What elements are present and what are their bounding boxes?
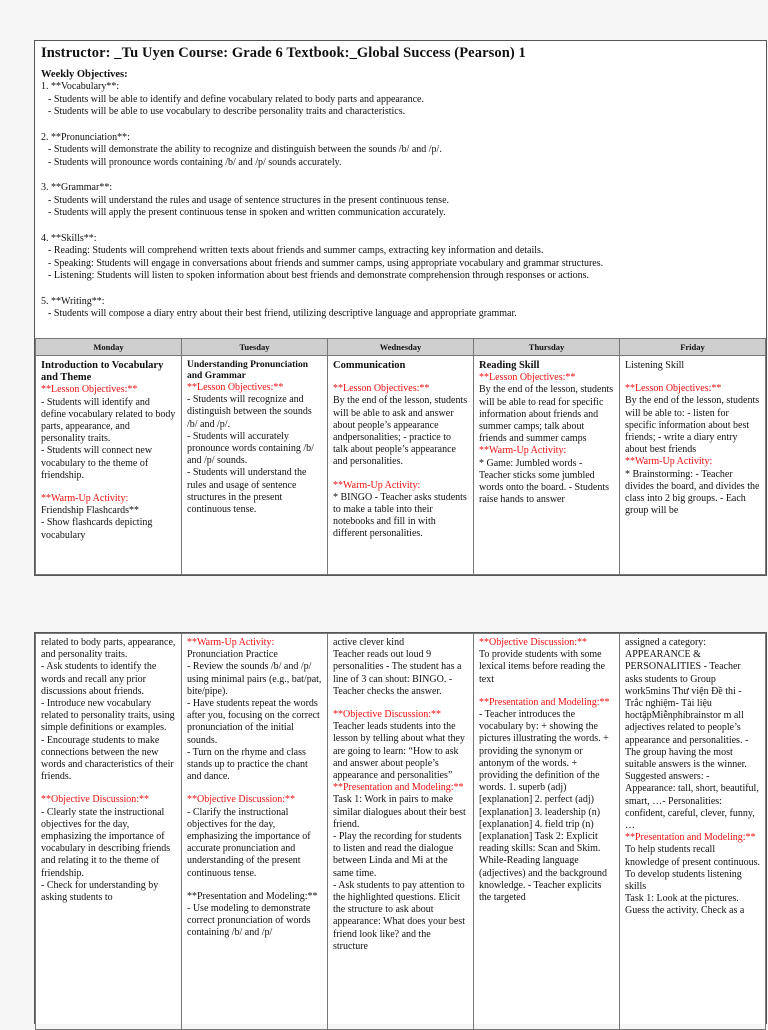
spacer: [333, 372, 468, 383]
spacer: [187, 880, 322, 891]
cell-text: - Students will identify and define vocabulary related to body parts, appearance, and personality traits.: [41, 396, 176, 445]
cell-text: To provide students with some lexical items before reading the text: [479, 649, 606, 685]
spacer: [41, 783, 176, 794]
spacer: [333, 698, 468, 709]
cell-text: Listening Skill: [625, 360, 685, 371]
cell-text: Task 1: Work in pairs to make similar dialogues about their best friend.: [333, 794, 466, 830]
objective-block: [41, 81, 760, 119]
section-heading: **Lesson Objectives:**: [479, 372, 576, 384]
cell-text: - Review the sounds /b/ and /p/ using minimal pairs (e.g., bat/pat, bite/pipe).: [187, 661, 322, 697]
cell-text: assigned a category: APPEARANCE & PERSONALITIES - Teacher asks students to Group work5mins Thư viện Đề thi - Trắc nghiệm- Tài liệu hoctậpMiễnphíbrainstor m all adjectives related to people’s appearance and personalities. - The group having the most suitable answers is the winner. Suggested answers: - Appearance: tall, short, beautiful, smart, …- Personalities: confident, careful, clever, funny, …: [625, 637, 759, 832]
schedule-cell-thursday: [474, 634, 620, 1030]
day-header-tuesday: Tuesday: [182, 339, 328, 356]
section-heading: **Warm-Up Activity:: [41, 493, 129, 505]
cell-text: - Show flashcards depicting vocabulary: [41, 517, 153, 541]
schedule-cell-monday: [36, 356, 182, 575]
schedule-cell-monday: [36, 634, 182, 1030]
objective-heading: 4. **Skills**:: [41, 232, 97, 244]
cell-text: By the end of the lesson, students will be able to read for specific information about friends and summer camps; talk about friends and summer camps: [479, 384, 614, 445]
cell-text: - Play the recording for students to listen and read the dialogue between Linda and Mi at the same time.: [333, 831, 462, 879]
day-header-friday: Friday: [620, 339, 766, 356]
weekly-schedule-table: [35, 338, 766, 575]
lesson-plan-header: [35, 41, 766, 321]
objective-block: [41, 182, 760, 220]
objective-heading: 2. **Pronunciation**:: [41, 131, 130, 143]
section-heading: **Warm-Up Activity:: [625, 456, 713, 468]
section-heading: **Lesson Objectives:**: [41, 384, 138, 396]
cell-text: - Teacher introduces the vocabulary by: + showing the pictures illustrating the words. + providing the synonym or antonym of the words. + providing the definition of the words. 1. superb (adj) [explanation] 2. perfect (adj) [explanation] 3. leadership (n) [explanation] 4. field trip (n) [explanation] Task 2: Explicit reading skills: Scan and Skim. While-Reading language (adjectives) and the background knowledge. - Teacher explicits the targeted: [479, 709, 609, 904]
schedule-cell-friday: [620, 634, 766, 1030]
cell-text: Task 1: Look at the pictures. Guess the activity. Check as a: [625, 893, 745, 917]
objective-heading: 1. **Vocabulary**:: [41, 81, 120, 92]
day-header-wednesday: Wednesday: [328, 339, 474, 356]
day-header-row: [36, 339, 766, 356]
section-heading: **Lesson Objectives:**: [625, 383, 722, 395]
weekly-objectives-list: [41, 81, 760, 321]
objective-heading: 3. **Grammar**:: [41, 182, 113, 193]
cell-text: * Brainstorming: - Teacher divides the board, and divides the class into 2 big groups. - Each group will be: [625, 468, 760, 517]
cell-text: - Clearly state the instructional objectives for the day, emphasizing the importance of vocabulary in describing friends and relating it to the theme of friendship.: [41, 806, 171, 879]
weekly-schedule-table-continued: [35, 633, 766, 1030]
objective-heading: 5. **Writing**:: [41, 295, 105, 307]
schedule-cell-wednesday: [328, 634, 474, 1030]
cell-text: - Clarify the instructional objectives for the day, emphasizing the importance of accurate pronunciation and understanding of the present continuous tense.: [187, 806, 311, 879]
cell-text: Pronunciation Practice: [187, 649, 278, 661]
cell-text: * BINGO - Teacher asks students to make a table into their notebooks and fill in with different personalities.: [333, 491, 467, 540]
cell-text: By the end of the lesson, students will be able to: - listen for specific information about best friends; - write a diary entry about best friends: [625, 395, 760, 456]
schedule-cell-friday: [620, 356, 766, 575]
schedule-cell-thursday: [474, 356, 620, 575]
schedule-cell-tuesday: [182, 356, 328, 575]
section-heading: **Objective Discussion:**: [333, 709, 442, 721]
section-heading: **Objective Discussion:**: [479, 637, 588, 648]
schedule-cell-wednesday: [328, 356, 474, 575]
section-heading: **Lesson Objectives:**: [187, 382, 284, 393]
day-header-monday: Monday: [36, 339, 182, 356]
cell-text: **Presentation and Modeling:**: [187, 890, 318, 902]
schedule-cell-tuesday: [182, 634, 328, 1030]
objective-line: - Students will compose a diary entry about their best friend, utilizing descriptive language and appropriate grammar.: [48, 308, 517, 319]
section-heading: **Warm-Up Activity:: [187, 637, 275, 648]
lesson-title: Introduction to Vocabulary and Theme: [41, 360, 164, 384]
lesson-title: Communication: [333, 360, 406, 371]
cell-text: To help students recall knowledge of present continuous.: [625, 844, 760, 868]
section-heading: **Presentation and Modeling:**: [333, 782, 464, 794]
cell-text: To develop students listening skills: [625, 868, 742, 893]
cell-text: - Introduce new vocabulary related to personality traits, using simple definitions or examples.: [41, 698, 175, 734]
objective-line: - Listening: Students will listen to spoken information about best friends and demonstrate comprehension through responses or actions.: [48, 270, 590, 281]
cell-text: - Students will understand the rules and usage of sentence structures in the present continuous tense.: [187, 467, 307, 516]
weekly-objectives-label: Weekly Objectives:: [41, 69, 128, 80]
cell-text: - Students will accurately pronounce words containing /b/ and /p/ sounds.: [187, 430, 314, 467]
objective-line: - Students will understand the rules and usage of sentence structures in the present continuous tense.: [48, 194, 450, 206]
spacer: [187, 783, 322, 794]
spacer: [479, 686, 614, 697]
objective-line: - Speaking: Students will engage in conversations about friends and summer camps, using appropriate vocabulary and grammar structures.: [48, 257, 604, 269]
section-heading: **Presentation and Modeling:**: [625, 832, 756, 844]
lesson-title: Reading Skill: [479, 360, 540, 371]
cell-text: - Ask students to identify the words and recall any prior discussions about friends.: [41, 661, 157, 697]
section-heading: **Objective Discussion:**: [41, 794, 150, 806]
cell-text: - Turn on the rhyme and class stands up to practice the chant and dance.: [187, 746, 308, 783]
cell-text: - Check for understanding by asking students to: [41, 879, 159, 904]
objective-line: - Students will pronounce words containing /b/ and /p/ sounds accurately.: [48, 156, 342, 168]
lesson-title: Understanding Pronunciation and Grammar: [187, 360, 308, 381]
section-heading: **Warm-Up Activity:: [479, 445, 567, 457]
day-header-thursday: Thursday: [474, 339, 620, 356]
objective-block: [41, 233, 760, 283]
section-heading: **Warm-Up Activity:: [333, 479, 421, 491]
schedule-row: [36, 634, 766, 1030]
objective-block: [41, 132, 760, 170]
cell-text: - Use modeling to demonstrate correct pronunciation of words containing /b/ and /p/: [187, 903, 311, 939]
cell-text: - Students will connect new vocabulary to the theme of friendship.: [41, 445, 153, 481]
objective-line: - Students will demonstrate the ability to recognize and distinguish between the sounds /b/ and /p/.: [48, 144, 442, 155]
document-page-1: [34, 40, 767, 576]
cell-text: Teacher reads out loud 9 personalities - The student has a line of 3 can shout: BINGO. - Teacher checks the answer.: [333, 649, 462, 697]
spacer: [333, 469, 468, 480]
section-heading: **Objective Discussion:**: [187, 794, 296, 806]
schedule-row: [36, 356, 766, 575]
objective-line: - Reading: Students will comprehend written texts about friends and summer camps, extracting key information and details.: [48, 245, 544, 256]
cell-text: active clever kind: [333, 637, 405, 648]
objective-line: - Students will be able to identify and define vocabulary related to body parts and appearance.: [48, 93, 424, 105]
objective-block: [41, 296, 760, 321]
cell-text: By the end of the lesson, students will be able to ask and answer about people’s appearance andpersonalities; - practice to talk about people’s appearance and personalities.: [333, 395, 468, 468]
cell-text: Friendship Flashcards**: [41, 505, 140, 517]
cell-text: - Students will recognize and distinguish between the sounds /b/ and /p/.: [187, 394, 312, 430]
section-heading: **Presentation and Modeling:**: [479, 696, 610, 708]
cell-text: related to body parts, appearance, and personality traits.: [41, 637, 176, 661]
objective-line: - Students will apply the present continuous tense in spoken and written communication accurately.: [48, 207, 446, 218]
cell-text: * Game: Jumbled words - Teacher sticks some jumbled words onto the board. - Students raise hands to answer: [479, 457, 609, 506]
document-page-2: [34, 632, 767, 1024]
spacer: [41, 482, 176, 493]
objective-line: - Students will be able to use vocabulary to describe personality traits and characteristics.: [48, 106, 406, 117]
cell-text: - Have students repeat the words after you, focusing on the correct pronunciation of the initial sounds.: [187, 698, 320, 746]
cell-text: Teacher leads students into the lesson by telling about what they are going to learn: “How to ask and answer about people’s appearance and personalities”: [333, 721, 465, 782]
cell-text: - Ask students to pay attention to the highlighted questions. Elicit the structure to ask about appearance: What does your best friend look like? and the structure: [333, 879, 465, 952]
page-title: Instructor: _Tu Uyen Course: Grade 6 Textbook:_Global Success (Pearson) 1: [41, 45, 526, 61]
section-heading: **Lesson Objectives:**: [333, 383, 430, 395]
spacer: [625, 372, 760, 383]
cell-text: - Encourage students to make connections between the new words and characteristics of their friends.: [41, 734, 174, 783]
